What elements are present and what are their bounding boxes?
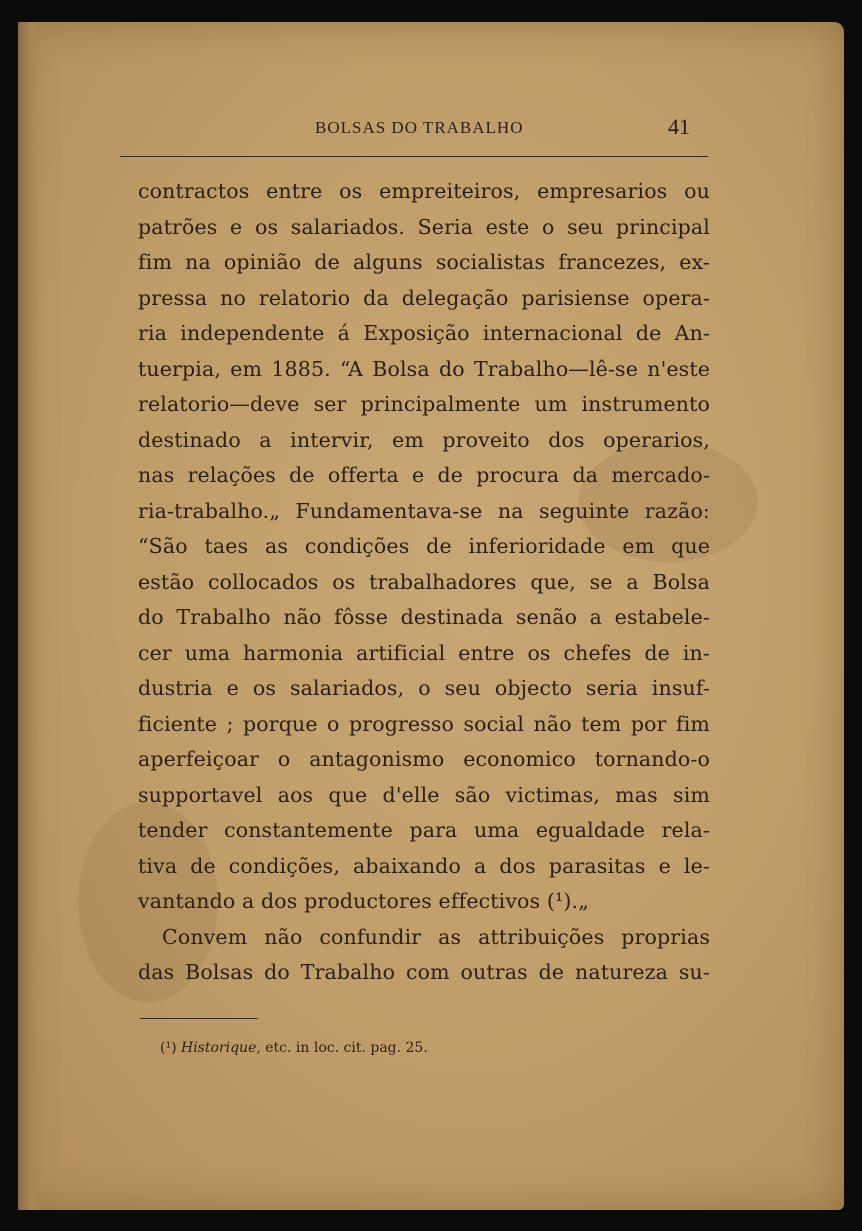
text-line: do Trabalho não fôsse destinada senão a estabele- (138, 605, 710, 629)
page-number: 41 (668, 114, 690, 139)
footnote-reference: etc. in loc. cit. pag. 25. (265, 1040, 428, 1056)
header-rule (120, 156, 708, 157)
text-line: patrões e os salariados. Seria este o seu principal (138, 214, 710, 239)
text-line: tiva de condições, abaixando a dos parasitas e le- (138, 853, 710, 878)
text-line: nas relações de offerta e de procura da mercado- (138, 463, 710, 487)
text-line: dustria e os salariados, o seu objecto seria insuf- (138, 676, 710, 700)
text-line: vantando a dos productores effectivos (¹).„ (138, 889, 589, 913)
text-line: das Bolsas do Trabalho com outras de natureza su- (138, 960, 710, 984)
footnote (160, 1040, 428, 1056)
text-line: contractos entre os empreiteiros, empresarios ou (138, 179, 710, 203)
text-line: ria-trabalho.„ Fundamentava-se na seguinte razão: (138, 498, 710, 523)
running-title: BOLSAS DO TRABALHO (315, 118, 524, 137)
page-header (120, 100, 692, 139)
text-line: supportavel aos que d'elle são victimas, mas sim (138, 782, 710, 807)
text-line: “São taes as condições de inferioridade em que (138, 534, 710, 558)
text-line: tuerpia, em 1885. “A Bolsa do Trabalho—lê-se n'este (138, 356, 710, 381)
footnote-title: Historique, (181, 1040, 261, 1056)
text-line: relatorio—deve ser principalmente um instrumento (138, 392, 710, 416)
text-line: fim na opinião de alguns socialistas francezes, ex- (138, 250, 710, 274)
text-line: aperfeiçoar o antagonismo economico tornando-o (138, 747, 710, 771)
footnote-marker: (¹) (160, 1040, 177, 1056)
text-line: ficiente ; porque o progresso social não tem por fim (138, 711, 710, 736)
text-line: pressa no relatorio da delegação parisiense opera- (138, 285, 710, 310)
text-line: cer uma harmonia artificial entre os chefes de in- (138, 640, 710, 665)
footnote-rule (140, 1018, 258, 1019)
text-line: ria independente á Exposição internacional de An- (138, 321, 710, 345)
text-line: estão collocados os trabalhadores que, se a Bolsa (138, 569, 710, 594)
body-text (138, 174, 710, 991)
text-line: tender constantemente para uma egualdade rela- (138, 818, 710, 842)
page-spine-edge (18, 22, 40, 1210)
text-line: Convem não confundir as attribuições proprias (162, 924, 710, 949)
text-line: destinado a intervir, em proveito dos operarios, (138, 427, 710, 452)
